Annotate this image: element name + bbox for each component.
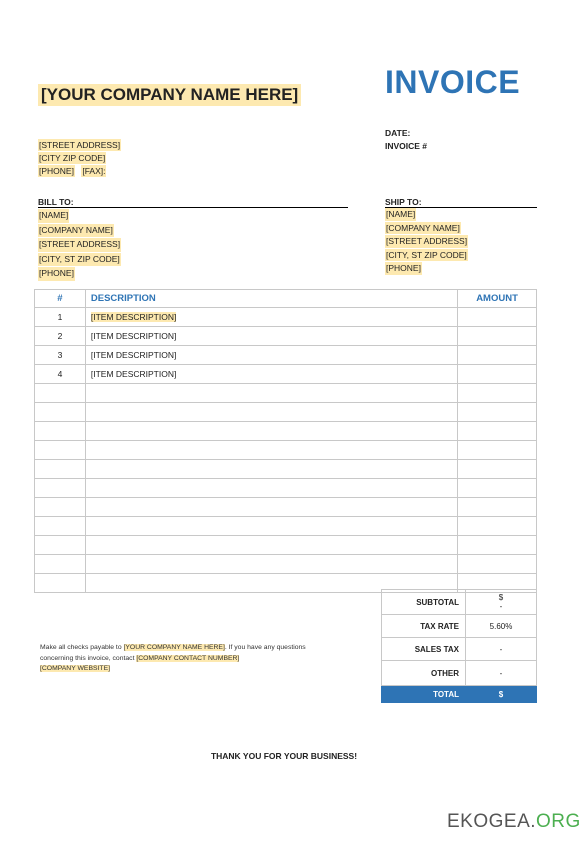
other-label: OTHER: [382, 661, 466, 686]
items-table: [34, 289, 537, 593]
item-number: [35, 555, 86, 574]
brand-suffix: ORG: [536, 811, 581, 832]
table-row: [35, 403, 537, 422]
table-row: [35, 498, 537, 517]
item-amount: [458, 441, 537, 460]
item-description: [85, 498, 457, 517]
item-description-text: [ITEM DESCRIPTION]: [90, 331, 177, 341]
item-number: [35, 479, 86, 498]
other-value: -: [466, 661, 537, 686]
item-number: [35, 574, 86, 593]
header-amount: AMOUNT: [458, 290, 537, 308]
item-amount: [458, 365, 537, 384]
other-row: [382, 661, 537, 686]
item-number: [35, 536, 86, 555]
note-contact: [COMPANY CONTACT NUMBER]: [136, 654, 240, 662]
item-amount: [458, 517, 537, 536]
table-row: [35, 555, 537, 574]
item-description: [85, 479, 457, 498]
item-amount: [458, 403, 537, 422]
item-description-text: [ITEM DESCRIPTION]: [90, 312, 177, 322]
item-description: [85, 308, 457, 327]
table-row: [35, 517, 537, 536]
note-website: [COMPANY WEBSITE]: [40, 665, 110, 672]
ship-to-label: SHIP TO:: [385, 197, 422, 207]
bill-to-label: BILL TO:: [38, 197, 74, 207]
item-description-text: [ITEM DESCRIPTION]: [90, 369, 177, 379]
item-description: [85, 555, 457, 574]
total-value: $: [466, 686, 537, 703]
header-description: DESCRIPTION: [85, 290, 457, 308]
item-number: 4: [35, 365, 86, 384]
brand-main: EKOGEA.: [447, 811, 537, 832]
table-row: [35, 346, 537, 365]
bill-to-name: [NAME]: [38, 209, 69, 223]
date-label: DATE:: [385, 128, 411, 138]
brand-logo: [447, 811, 581, 833]
item-number: [35, 403, 86, 422]
item-description: [85, 460, 457, 479]
item-amount: [458, 346, 537, 365]
items-header-row: [35, 290, 537, 308]
item-number: [35, 441, 86, 460]
sales-tax-value: -: [466, 638, 537, 661]
table-row: [35, 460, 537, 479]
ship-to-name: [NAME]: [386, 209, 416, 219]
totals-table: [381, 589, 537, 703]
item-number: 3: [35, 346, 86, 365]
ship-to-city: [CITY, ST ZIP CODE]: [386, 249, 467, 260]
note-company: [YOUR COMPANY NAME HERE]: [123, 644, 225, 651]
item-number: [35, 422, 86, 441]
subtotal-label: SUBTOTAL: [382, 590, 466, 615]
ship-to-block: [385, 208, 468, 276]
bill-to-city: [CITY, ST ZIP CODE]: [38, 253, 121, 267]
item-amount: [458, 536, 537, 555]
item-description: [85, 327, 457, 346]
total-row: [382, 686, 537, 703]
item-amount: [458, 384, 537, 403]
total-label: TOTAL: [382, 686, 466, 703]
item-description: [85, 517, 457, 536]
item-description-text: [ITEM DESCRIPTION]: [90, 350, 177, 360]
bill-to-company: [COMPANY NAME]: [38, 224, 114, 238]
item-description: [85, 403, 457, 422]
company-street: [STREET ADDRESS]: [39, 140, 121, 150]
item-amount: [458, 308, 537, 327]
bill-to-divider: [38, 207, 348, 208]
tax-rate-row: [382, 615, 537, 638]
header-number: #: [35, 290, 86, 308]
item-amount: [458, 422, 537, 441]
table-row: [35, 327, 537, 346]
subtotal-value: -: [499, 602, 503, 611]
note-part1: Make all checks payable to: [40, 644, 124, 651]
note-part2: . If you have any questions concerning this invoice, contact: [40, 644, 306, 662]
sales-tax-row: [382, 638, 537, 661]
item-amount: [458, 498, 537, 517]
invoice-number-label: INVOICE #: [385, 141, 428, 151]
item-description: [85, 384, 457, 403]
item-number: 1: [35, 308, 86, 327]
item-description: [85, 365, 457, 384]
table-row: [35, 384, 537, 403]
bill-to-phone: [PHONE]: [38, 267, 75, 281]
company-fax: [FAX]:: [82, 166, 106, 176]
item-description: [85, 422, 457, 441]
item-number: [35, 517, 86, 536]
subtotal-row: [382, 590, 537, 615]
company-phone: [PHONE]: [39, 166, 74, 176]
bill-to-street: [STREET ADDRESS]: [38, 238, 121, 252]
item-number: [35, 384, 86, 403]
tax-rate-value: 5.60%: [466, 615, 537, 638]
item-description: [85, 346, 457, 365]
company-name: [YOUR COMPANY NAME HERE]: [38, 84, 301, 106]
table-row: [35, 536, 537, 555]
item-amount: [458, 479, 537, 498]
thank-you-message: THANK YOU FOR YOUR BUSINESS!: [210, 751, 358, 761]
item-number: 2: [35, 327, 86, 346]
ship-to-street: [STREET ADDRESS]: [386, 236, 468, 246]
table-row: [35, 422, 537, 441]
company-address: [38, 139, 121, 178]
table-row: [35, 365, 537, 384]
ship-to-phone: [PHONE]: [386, 263, 421, 273]
item-description: [85, 441, 457, 460]
subtotal-currency: $: [498, 593, 504, 602]
invoice-title: INVOICE: [385, 64, 521, 100]
item-number: [35, 498, 86, 517]
item-amount: [458, 460, 537, 479]
sales-tax-label: SALES TAX: [382, 638, 466, 661]
item-number: [35, 460, 86, 479]
tax-rate-label: TAX RATE: [382, 615, 466, 638]
table-row: [35, 308, 537, 327]
table-row: [35, 479, 537, 498]
item-amount: [458, 327, 537, 346]
item-description: [85, 536, 457, 555]
item-amount: [458, 555, 537, 574]
payment-note: [40, 643, 310, 675]
table-row: [35, 441, 537, 460]
ship-to-company: [COMPANY NAME]: [386, 222, 460, 233]
company-city-zip: [CITY ZIP CODE]: [39, 153, 106, 163]
bill-to-block: [38, 209, 121, 282]
subtotal-value-cell: [466, 590, 537, 615]
